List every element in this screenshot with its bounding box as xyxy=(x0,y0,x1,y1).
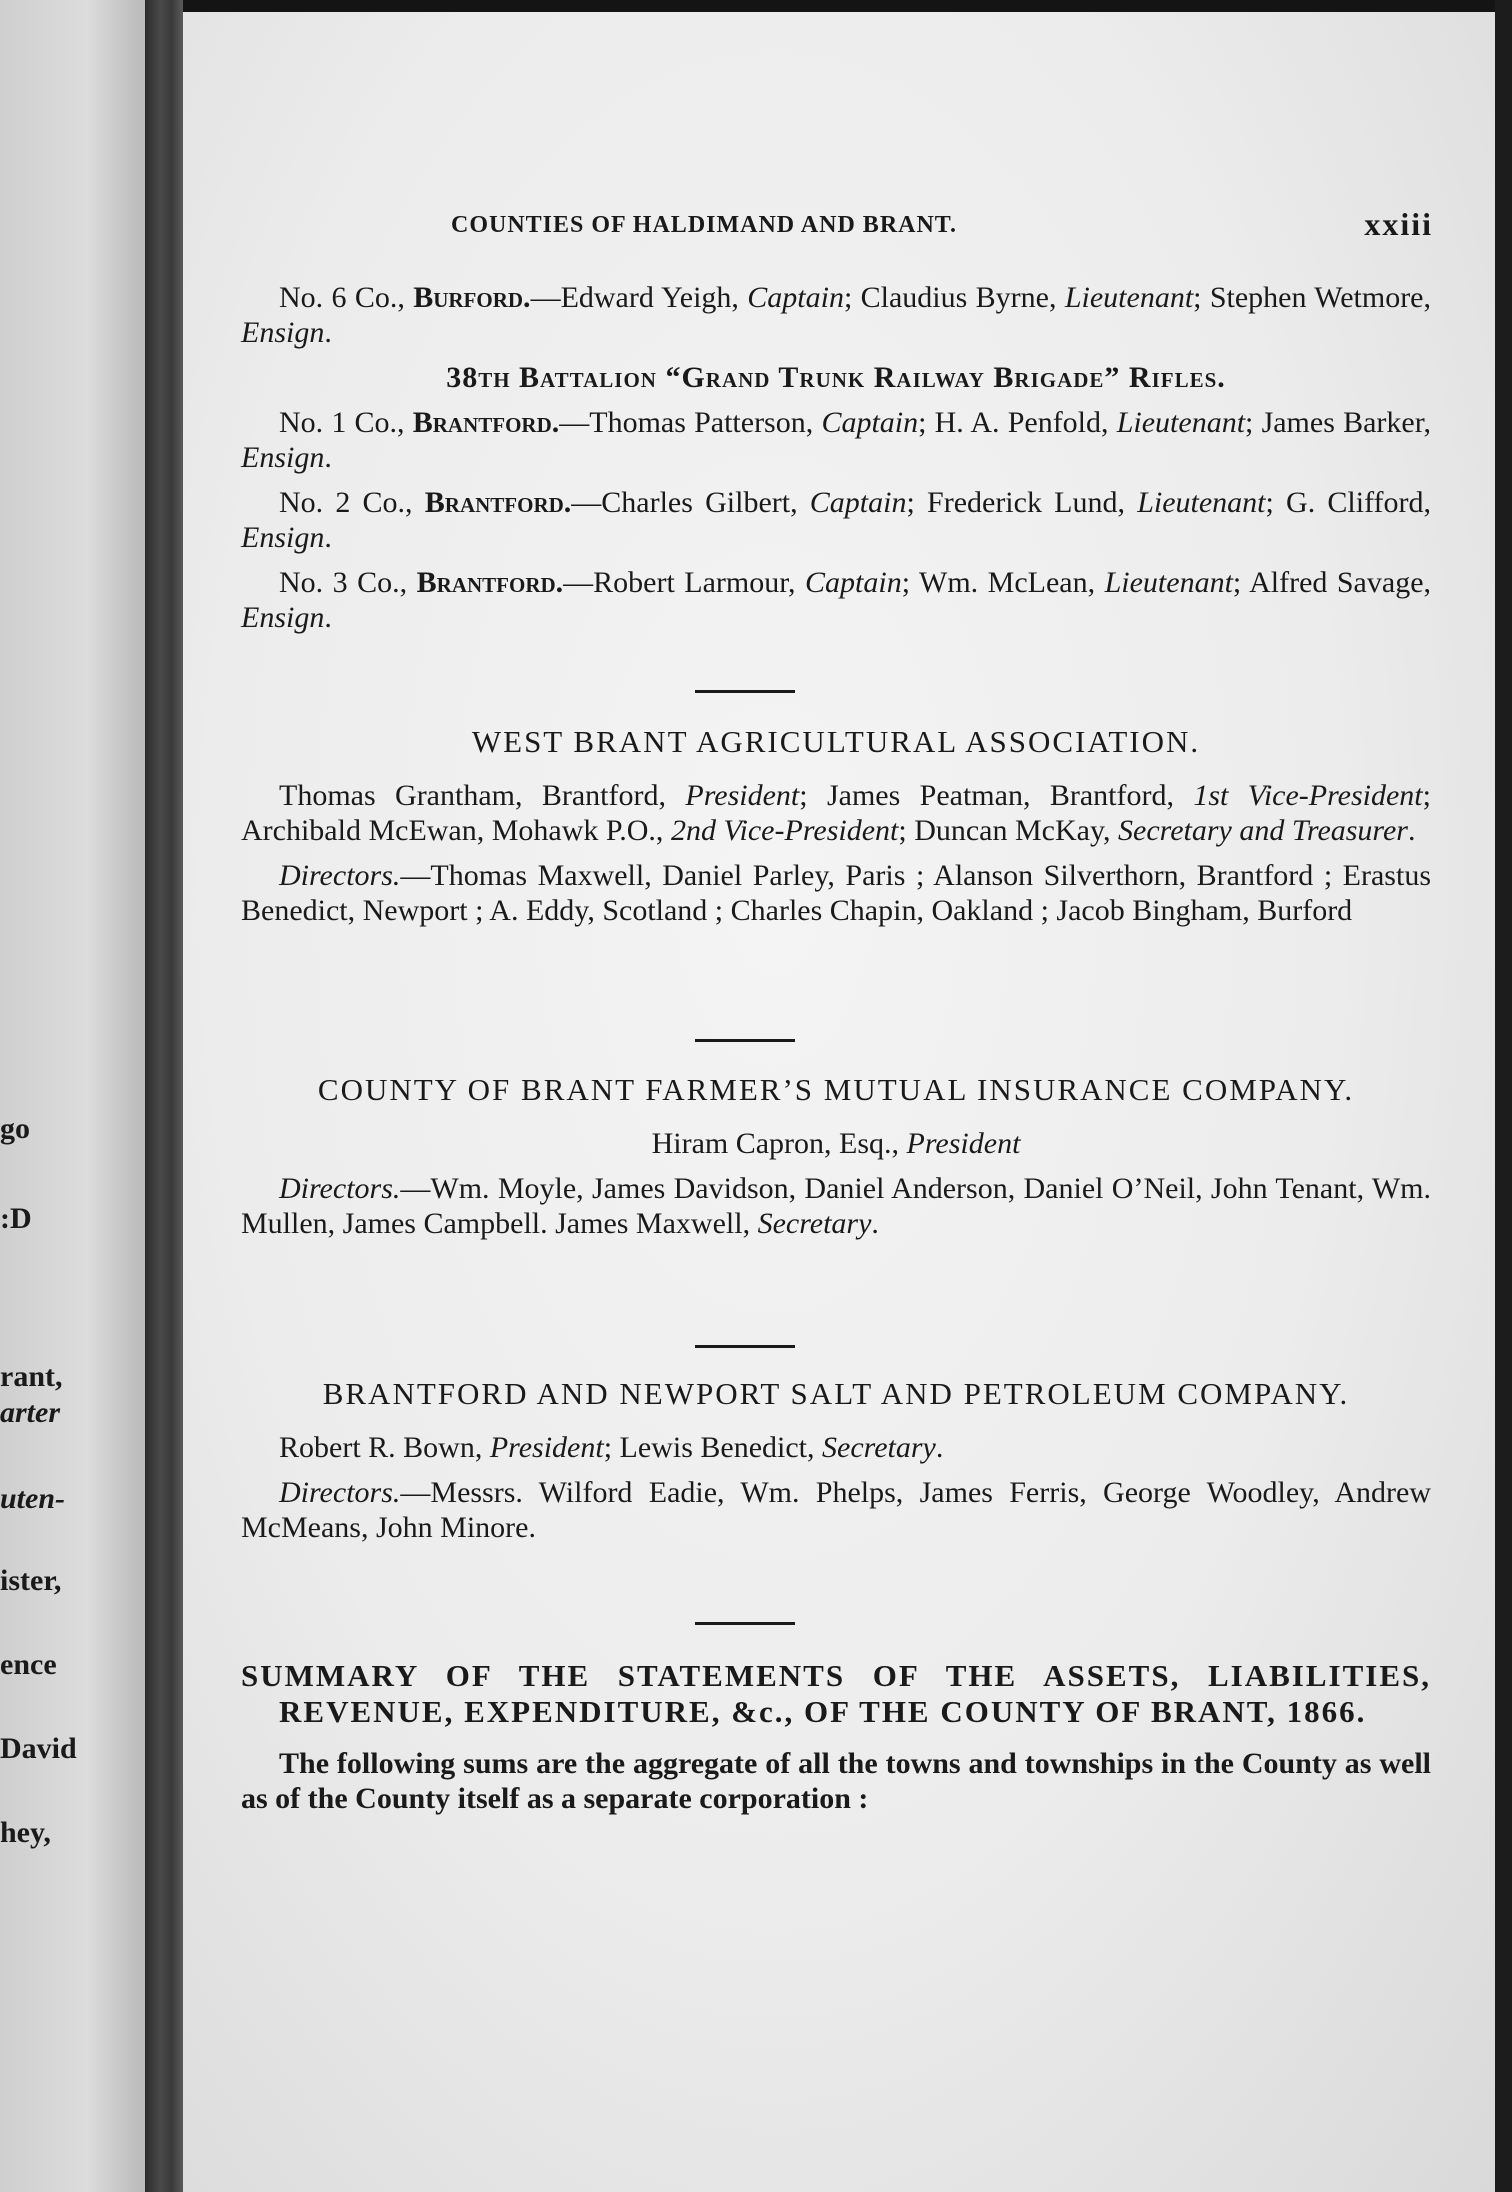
fragment-text: ister, xyxy=(0,1564,62,1597)
directors-entry: Directors.—Thomas Maxwell, Daniel Parley, Paris ; Alanson Silverthorn, Brantford ; Erastus Benedict, Newport ; A. Eddy, Scotland ; Charles Chapin, Oakland ; Jacob Bingham, Burford xyxy=(241,859,1431,927)
section-title: SUMMARY OF THE STATEMENTS OF THE ASSETS, LIABILITIES, REVENUE, EXPENDITURE, &c., OF THE COUNTY OF BRANT, 1866. xyxy=(241,1658,1431,1729)
fragment-text: ence xyxy=(0,1648,57,1681)
officers-entry: Thomas Grantham, Brantford, President; James Peatman, Brantford, 1st Vice-President; Archibald McEwan, Mohawk P.O., 2nd Vice-President; Duncan McKay, Secretary and Treasurer. xyxy=(241,779,1431,847)
fragment-text: rant, xyxy=(0,1360,63,1393)
fragment-text: David xyxy=(0,1732,77,1765)
section-divider xyxy=(695,1345,795,1348)
section-title: BRANTFORD AND NEWPORT SALT AND PETROLEUM COMPANY. xyxy=(322,1376,1350,1411)
page-number: xxiii xyxy=(1364,206,1433,242)
facing-page-edge xyxy=(0,0,145,2192)
section-divider xyxy=(695,690,795,693)
book-gutter xyxy=(145,0,183,2192)
militia-section xyxy=(241,280,1431,635)
company-entry: No. 1 Co., Brantford.—Thomas Patterson, Captain; H. A. Penfold, Lieutenant; James Barker, Ensign. xyxy=(241,406,1431,474)
officers-entry: Robert R. Bown, President; Lewis Benedict, Secretary. xyxy=(279,1431,944,1464)
fragment-text: hey, xyxy=(0,1816,51,1849)
company-entry: No. 2 Co., Brantford.—Charles Gilbert, Captain; Frederick Lund, Lieutenant; G. Clifford, Ensign. xyxy=(241,486,1432,554)
battalion-heading: 38th Battalion “Grand Trunk Railway Brigade” Rifles. xyxy=(446,361,1226,394)
company-entry: No. 3 Co., Brantford.—Robert Larmour, Captain; Wm. McLean, Lieutenant; Alfred Savage, Ensign. xyxy=(241,566,1432,634)
section-title: WEST BRANT AGRICULTURAL ASSOCIATION. xyxy=(471,724,1201,759)
fragment-text: uten- xyxy=(0,1482,66,1515)
agricultural-section xyxy=(241,724,1431,928)
scan-edge xyxy=(1495,0,1512,2192)
insurance-section xyxy=(241,1072,1431,1241)
section-divider xyxy=(695,1039,795,1042)
section-divider xyxy=(695,1622,795,1625)
directors-entry: Directors.—Wm. Moyle, James Davidson, Daniel Anderson, Daniel O’Neil, John Tenant, Wm. Mullen, James Campbell. James Maxwell, Secretary. xyxy=(241,1172,1431,1240)
president-entry: Hiram Capron, Esq., President xyxy=(651,1127,1021,1160)
company-entry: No. 6 Co., Burford.—Edward Yeigh, Captain; Claudius Byrne, Lieutenant; Stephen Wetmore, Ensign. xyxy=(241,281,1431,349)
running-header xyxy=(451,206,1433,242)
directors-entry: Directors.—Messrs. Wilford Eadie, Wm. Phelps, James Ferris, George Woodley, Andrew McMeans, John Minore. xyxy=(241,1476,1431,1544)
salt-section xyxy=(241,1376,1431,1545)
fragment-text: go xyxy=(0,1112,30,1145)
fragment-text: arter xyxy=(0,1396,60,1429)
fragment-text: :D xyxy=(0,1202,32,1235)
book-page xyxy=(183,12,1495,2192)
summary-text: The following sums are the aggregate of all the towns and townships in the County as well as of the County itself as a separate corporation : xyxy=(241,1747,1431,1815)
summary-section xyxy=(241,1658,1431,1816)
header-title: COUNTIES OF HALDIMAND AND BRANT. xyxy=(451,212,958,238)
section-title: COUNTY OF BRANT FARMER’S MUTUAL INSURANCE COMPANY. xyxy=(317,1072,1355,1107)
